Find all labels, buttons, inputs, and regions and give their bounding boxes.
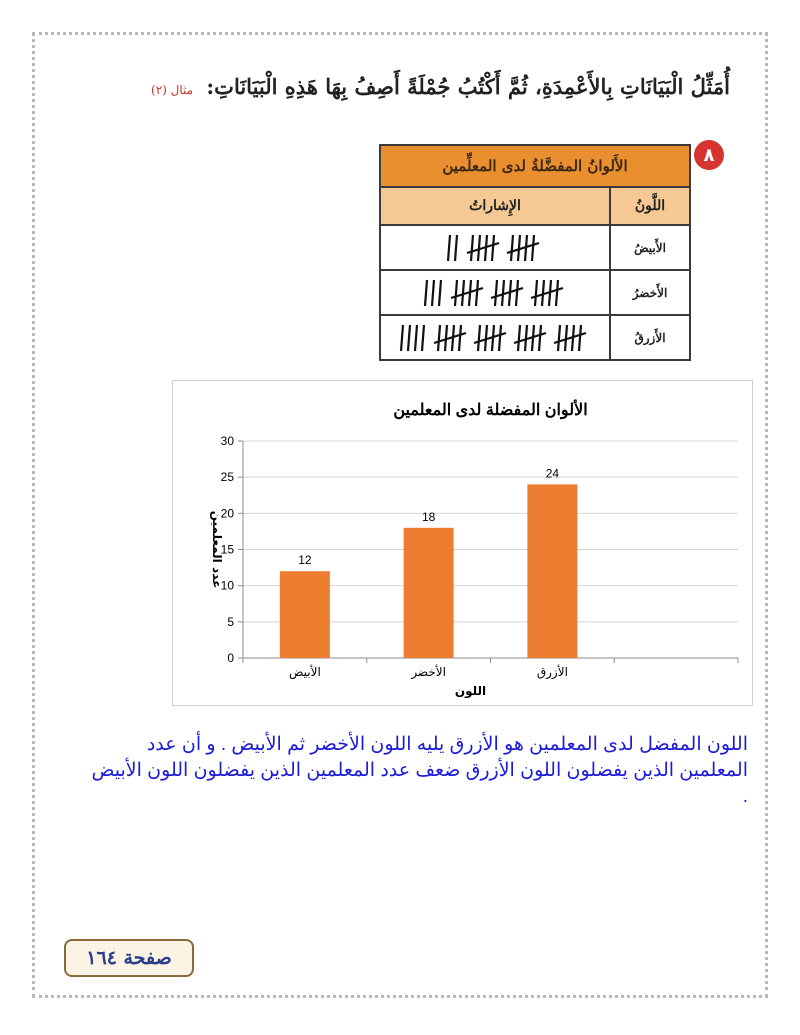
- y-axis-label: عدد المعلمين: [210, 510, 224, 589]
- y-tick-label: 25: [220, 470, 234, 485]
- table-row: [380, 225, 690, 270]
- page-number: صفحة ١٦٤: [64, 939, 194, 977]
- tally-stroke: [455, 280, 457, 306]
- y-tick-label: 0: [227, 651, 234, 665]
- header-color: اللَّونُ: [610, 187, 690, 225]
- tally-stroke: [518, 325, 520, 351]
- x-axis-label: اللون: [454, 684, 487, 698]
- tally-stroke: [425, 280, 427, 306]
- tally-stroke: [516, 280, 518, 306]
- tally-stroke: [532, 235, 534, 261]
- x-tick-label: الأخضر: [411, 665, 446, 679]
- tally-stroke: [422, 325, 424, 351]
- chart-canvas: [173, 381, 752, 705]
- tally-stroke: [495, 280, 497, 306]
- table-row: [380, 315, 690, 360]
- x-tick-label: الأبيض: [288, 665, 321, 679]
- table-row: [380, 270, 690, 315]
- y-tick-label: 10: [220, 578, 234, 593]
- bar: [527, 484, 577, 658]
- tally-stroke: [401, 325, 403, 351]
- y-tick-label: 30: [220, 434, 234, 448]
- bar: [280, 571, 330, 658]
- tally-stroke: [499, 325, 501, 351]
- tally-stroke: [408, 325, 410, 351]
- y-tick-label: 20: [220, 506, 234, 521]
- data-label: 12: [298, 553, 312, 568]
- tally-stroke: [476, 280, 478, 306]
- tally-stroke: [415, 325, 417, 351]
- y-tick-label: 15: [220, 542, 234, 557]
- tally-stroke: [558, 325, 560, 351]
- tally-marks-svg: [399, 321, 591, 355]
- tally-stroke: [438, 325, 440, 351]
- tally-marks-svg: [423, 276, 568, 310]
- tally-stroke: [455, 235, 457, 261]
- tally-stroke: [459, 325, 461, 351]
- instruction: [90, 74, 730, 99]
- tally-stroke: [511, 235, 513, 261]
- chart-title: الألوان المفضلة لدى المعلمين: [393, 402, 588, 419]
- bar: [404, 528, 454, 658]
- header-tally: الإِشاراتُ: [380, 187, 610, 225]
- data-label: 24: [545, 466, 560, 481]
- tally-marks: [380, 225, 610, 270]
- tally-table-title: الأَلوانُ المفضَّلةُ لدى المعلِّمين: [380, 145, 690, 187]
- instruction-text: أُمَثِّلُ الْبَيَانَاتِ بِالأَعْمِدَةِ، ثُمَّ أَكْتُبُ جُمْلَةً أَصِفُ بِهَا هَذِهِ الْبَيَانَاتِ:: [206, 74, 730, 99]
- tally-marks: [380, 270, 610, 315]
- tally-stroke: [556, 280, 558, 306]
- tally-marks: [380, 315, 610, 360]
- x-tick-label: الأزرق: [536, 665, 568, 679]
- question-number-badge: ٨: [694, 140, 724, 170]
- color-name: الأَبيضُ: [610, 225, 690, 270]
- tally-marks-svg: [446, 231, 544, 265]
- answer-text: اللون المفضل لدى المعلمين هو الأزرق يليه اللون الأخضر ثم الأبيض . و أن عدد المعلمين الذين يفضلون اللون الأزرق ضعف عدد المعلمين الذين يفضلون اللون الأبيض .: [91, 734, 748, 807]
- tally-stroke: [539, 325, 541, 351]
- tally-stroke: [432, 280, 434, 306]
- color-name: الأَزرقُ: [610, 315, 690, 360]
- tally-stroke: [478, 325, 480, 351]
- tally-stroke: [448, 235, 450, 261]
- tally-stroke: [439, 280, 441, 306]
- tally-stroke: [471, 235, 473, 261]
- bar-chart: [172, 380, 753, 706]
- y-tick-label: 5: [227, 614, 234, 629]
- tally-stroke: [535, 280, 537, 306]
- color-name: الأَخضرُ: [610, 270, 690, 315]
- tally-table: [379, 144, 691, 361]
- tally-stroke: [492, 235, 494, 261]
- example-reference: مثال (٢): [151, 83, 194, 97]
- tally-stroke: [579, 325, 581, 351]
- data-label: 18: [421, 509, 436, 524]
